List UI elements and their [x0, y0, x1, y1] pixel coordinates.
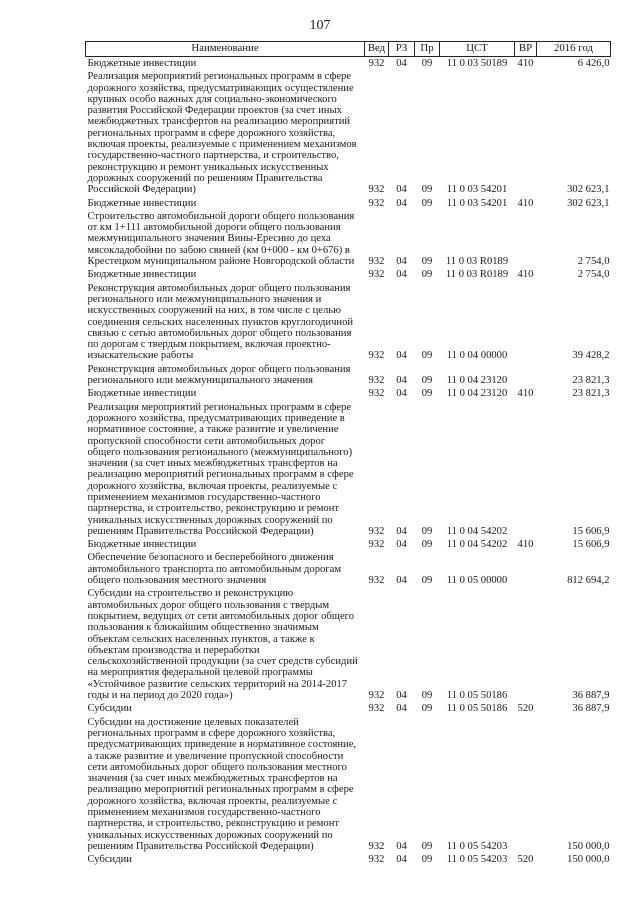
row-cst: 11 0 03 54201 — [446, 184, 508, 196]
row-name: Бюджетные инвестиции — [87, 539, 197, 551]
row-amount: 2 754,0 — [577, 269, 610, 281]
row-name: Реализация мероприятий региональных программ в сфере дорожного хозяйства, предусматривающих приведение в нормативное состояние, а также развитие и увеличение пропускной способности сети автомобильных дорог общего пользования регионального (межмуниципального) значения (за счет иных межбюджетных трансфертов на реализацию мероприятий региональных программ в сфере дорожного хозяйства, включая проекты, реализуемые с применением механизмов государственно-частного партнерства, и строительство, реконструкцию и ремонт уникальных искусственных дорожных сооружений по решениям Правительства Российской Федерации) — [87, 401, 354, 537]
row-ved: 932 — [368, 854, 385, 866]
table-header-row — [86, 42, 611, 57]
row-amount: 6 426,0 — [577, 58, 610, 69]
budget-table — [85, 41, 611, 866]
row-cst: 11 0 04 00000 — [446, 350, 508, 362]
row-ved: 932 — [368, 269, 385, 281]
table-row — [86, 853, 611, 866]
table-row — [86, 57, 611, 71]
row-ved: 932 — [368, 184, 385, 196]
row-cst: 11 0 05 50186 — [446, 703, 508, 715]
row-cst: 11 0 05 54203 — [446, 840, 508, 852]
row-rz: 04 — [396, 854, 407, 866]
row-ved: 932 — [368, 690, 385, 702]
row-amount: 39 428,2 — [572, 350, 610, 362]
row-amount: 15 606,9 — [572, 539, 610, 551]
table-row — [86, 538, 611, 551]
table-row — [86, 716, 611, 854]
table-row — [86, 387, 611, 400]
column-header-cst: ЦСТ — [440, 42, 515, 57]
row-rz: 04 — [396, 184, 407, 196]
row-amount: 302 623,1 — [567, 197, 610, 209]
row-name: Бюджетные инвестиции — [87, 58, 197, 69]
row-cst: 11 0 04 23120 — [446, 388, 508, 400]
row-pr: 09 — [421, 256, 433, 268]
row-name: Бюджетные инвестиции — [87, 197, 197, 209]
table-row — [86, 401, 611, 539]
row-rz: 04 — [396, 58, 407, 69]
row-rz: 04 — [396, 525, 407, 537]
row-name: Бюджетные инвестиции — [87, 269, 197, 281]
row-amount: 150 000,0 — [567, 840, 610, 852]
row-cst: 11 0 05 00000 — [446, 575, 508, 587]
row-pr: 09 — [421, 854, 433, 866]
row-amount: 15 606,9 — [572, 525, 610, 537]
row-rz: 04 — [396, 388, 407, 400]
table-row — [86, 197, 611, 210]
row-ved: 932 — [368, 525, 385, 537]
row-pr: 09 — [421, 690, 433, 702]
row-cst: 11 0 04 23120 — [446, 375, 508, 387]
row-vr: 410 — [517, 58, 534, 69]
row-rz: 04 — [396, 539, 407, 551]
row-pr: 09 — [421, 703, 433, 715]
row-cst: 11 0 03 R0189 — [445, 256, 509, 268]
row-vr — [515, 282, 537, 363]
row-rz: 04 — [396, 840, 407, 852]
row-ved: 932 — [368, 58, 385, 69]
row-pr: 09 — [421, 184, 433, 196]
row-vr — [515, 363, 537, 388]
row-rz: 04 — [396, 690, 407, 702]
row-rz: 04 — [396, 703, 407, 715]
row-pr: 09 — [421, 840, 433, 852]
column-header-vr: ВР — [515, 42, 537, 57]
row-vr: 410 — [517, 388, 534, 400]
table-row — [86, 363, 611, 388]
row-vr — [515, 716, 537, 854]
row-rz: 04 — [396, 269, 407, 281]
row-ved: 932 — [368, 375, 385, 387]
row-name: Реконструкция автомобильных дорог общего пользования регионального или межмуниципального значения и искусственных сооружений на них, в том числе с целью соединения сельских населенных пунктов круглогодичной связью с сетью автомобильных дорог общего пользования по дорогам с твердым покрытием, включая проектно-изыскательские работы — [87, 282, 354, 362]
row-amount: 302 623,1 — [567, 184, 610, 196]
row-name: Реализация мероприятий региональных программ в сфере дорожного хозяйства, предусматривающих осуществление крупных особо важных для социально-экономического развития Российской Федерации проектов (за счет иных межбюджетных трансфертов на реализацию мероприятий региональных программ в сфере дорожного хозяйства, включая проекты, реализуемые с применением механизмов государственно-частного партнерства, и строительство, реконструкцию и ремонт уникальных искусственных дорожных сооружений по решениям Правительства Российской Федерации) — [87, 71, 357, 196]
row-name: Строительство автомобильной дороги общего пользования от км 1+111 автомобильной дороги общего пользования межмуниципального значения Вины-Ересино до цеха мясокладобойни по забою свиней (км 0+000 - км 0+676) в Крестецком муниципальном районе Новгородской области — [87, 210, 355, 268]
row-name: Субсидии — [87, 703, 132, 715]
row-name: Субсидии на строительство и реконструкцию автомобильных дорог общего пользования с твердым покрытием, ведущих от сети автомобильных дорог общего пользования к ближайшим общественно значимым объектам сельских населенных пунктов, а также к объектам производства и переработки сельскохозяйственной продукции (за счет средств субсидий на мероприятия федеральной целевой программы «Устойчивое развитие сельских территорий на 2014-2017 годы и на период до 2020 года») — [87, 588, 358, 702]
column-header-name: Наименование — [86, 42, 365, 57]
column-header-pr: Пр — [415, 42, 440, 57]
table-body — [86, 57, 611, 867]
row-name: Субсидии на достижение целевых показателей региональных программ в сфере дорожного хозяйства, предусматривающих приведение в нормативное состояние, а также развитие и увеличение пропускной способности сети автомобильных дорог общего пользования местного значения (за счет иных межбюджетных трансфертов на реализацию мероприятий региональных программ в сфере дорожного хозяйства, включая проекты, реализуемые с применением механизмов государственно-частного партнерства, и строительство, реконструкцию и ремонт уникальных искусственных дорожных сооружений по решениям Правительства Российской Федерации) — [87, 716, 357, 852]
row-rz: 04 — [396, 197, 407, 209]
column-header-year: 2016 год — [537, 42, 611, 57]
page-number: 107 — [309, 18, 331, 33]
table-row — [86, 551, 611, 587]
row-ved: 932 — [368, 388, 385, 400]
row-amount: 36 887,9 — [572, 690, 610, 702]
row-vr — [515, 551, 537, 587]
row-vr — [515, 70, 537, 196]
row-vr: 410 — [517, 269, 534, 281]
row-vr: 520 — [517, 703, 534, 715]
row-rz: 04 — [396, 375, 407, 387]
row-amount: 36 887,9 — [572, 703, 610, 715]
row-pr: 09 — [421, 350, 433, 362]
row-name: Субсидии — [87, 854, 132, 866]
row-vr: 410 — [517, 197, 534, 209]
row-name: Бюджетные инвестиции — [87, 388, 197, 400]
row-amount: 23 821,3 — [572, 388, 610, 400]
row-amount: 23 821,3 — [572, 375, 610, 387]
row-amount: 150 000,0 — [567, 854, 610, 866]
row-vr: 410 — [517, 539, 534, 551]
row-ved: 932 — [368, 256, 385, 268]
row-rz: 04 — [396, 350, 407, 362]
table-row — [86, 70, 611, 196]
row-ved: 932 — [368, 539, 385, 551]
row-vr — [515, 210, 537, 268]
row-cst: 11 0 04 54202 — [446, 525, 508, 537]
row-ved: 932 — [368, 703, 385, 715]
row-cst: 11 0 04 54202 — [446, 539, 508, 551]
row-pr: 09 — [421, 197, 433, 209]
table-row — [86, 268, 611, 281]
column-header-ved: Вед — [365, 42, 389, 57]
table-row — [86, 702, 611, 715]
row-ved: 932 — [368, 197, 385, 209]
row-cst: 11 0 05 50186 — [446, 690, 508, 702]
table-row — [86, 587, 611, 702]
row-ved: 932 — [368, 840, 385, 852]
row-ved: 932 — [368, 350, 385, 362]
row-amount: 2 754,0 — [577, 256, 610, 268]
row-vr — [515, 401, 537, 539]
row-cst: 11 0 03 R0189 — [445, 269, 509, 281]
table-row — [86, 210, 611, 268]
table-row — [86, 282, 611, 363]
row-cst: 11 0 05 54203 — [446, 854, 508, 866]
row-pr: 09 — [421, 388, 433, 400]
row-vr — [515, 587, 537, 702]
row-rz: 04 — [396, 575, 407, 587]
row-vr: 520 — [517, 854, 534, 866]
row-cst: 11 0 03 50189 — [446, 58, 508, 69]
row-pr: 09 — [421, 375, 433, 387]
row-pr: 09 — [421, 575, 433, 587]
row-rz: 04 — [396, 256, 407, 268]
row-pr: 09 — [421, 58, 433, 69]
row-pr: 09 — [421, 269, 433, 281]
row-pr: 09 — [421, 525, 433, 537]
row-pr: 09 — [421, 539, 433, 551]
row-name: Реконструкция автомобильных дорог общего пользования регионального или межмуниципального значения — [87, 363, 351, 387]
row-amount: 812 694,2 — [567, 575, 610, 587]
row-cst: 11 0 03 54201 — [446, 197, 508, 209]
row-ved: 932 — [368, 575, 385, 587]
column-header-rz: РЗ — [389, 42, 415, 57]
row-name: Обеспечение безопасного и бесперебойного движения автомобильного транспорта по автомобильным дорогам общего пользования местного значения — [87, 552, 342, 587]
